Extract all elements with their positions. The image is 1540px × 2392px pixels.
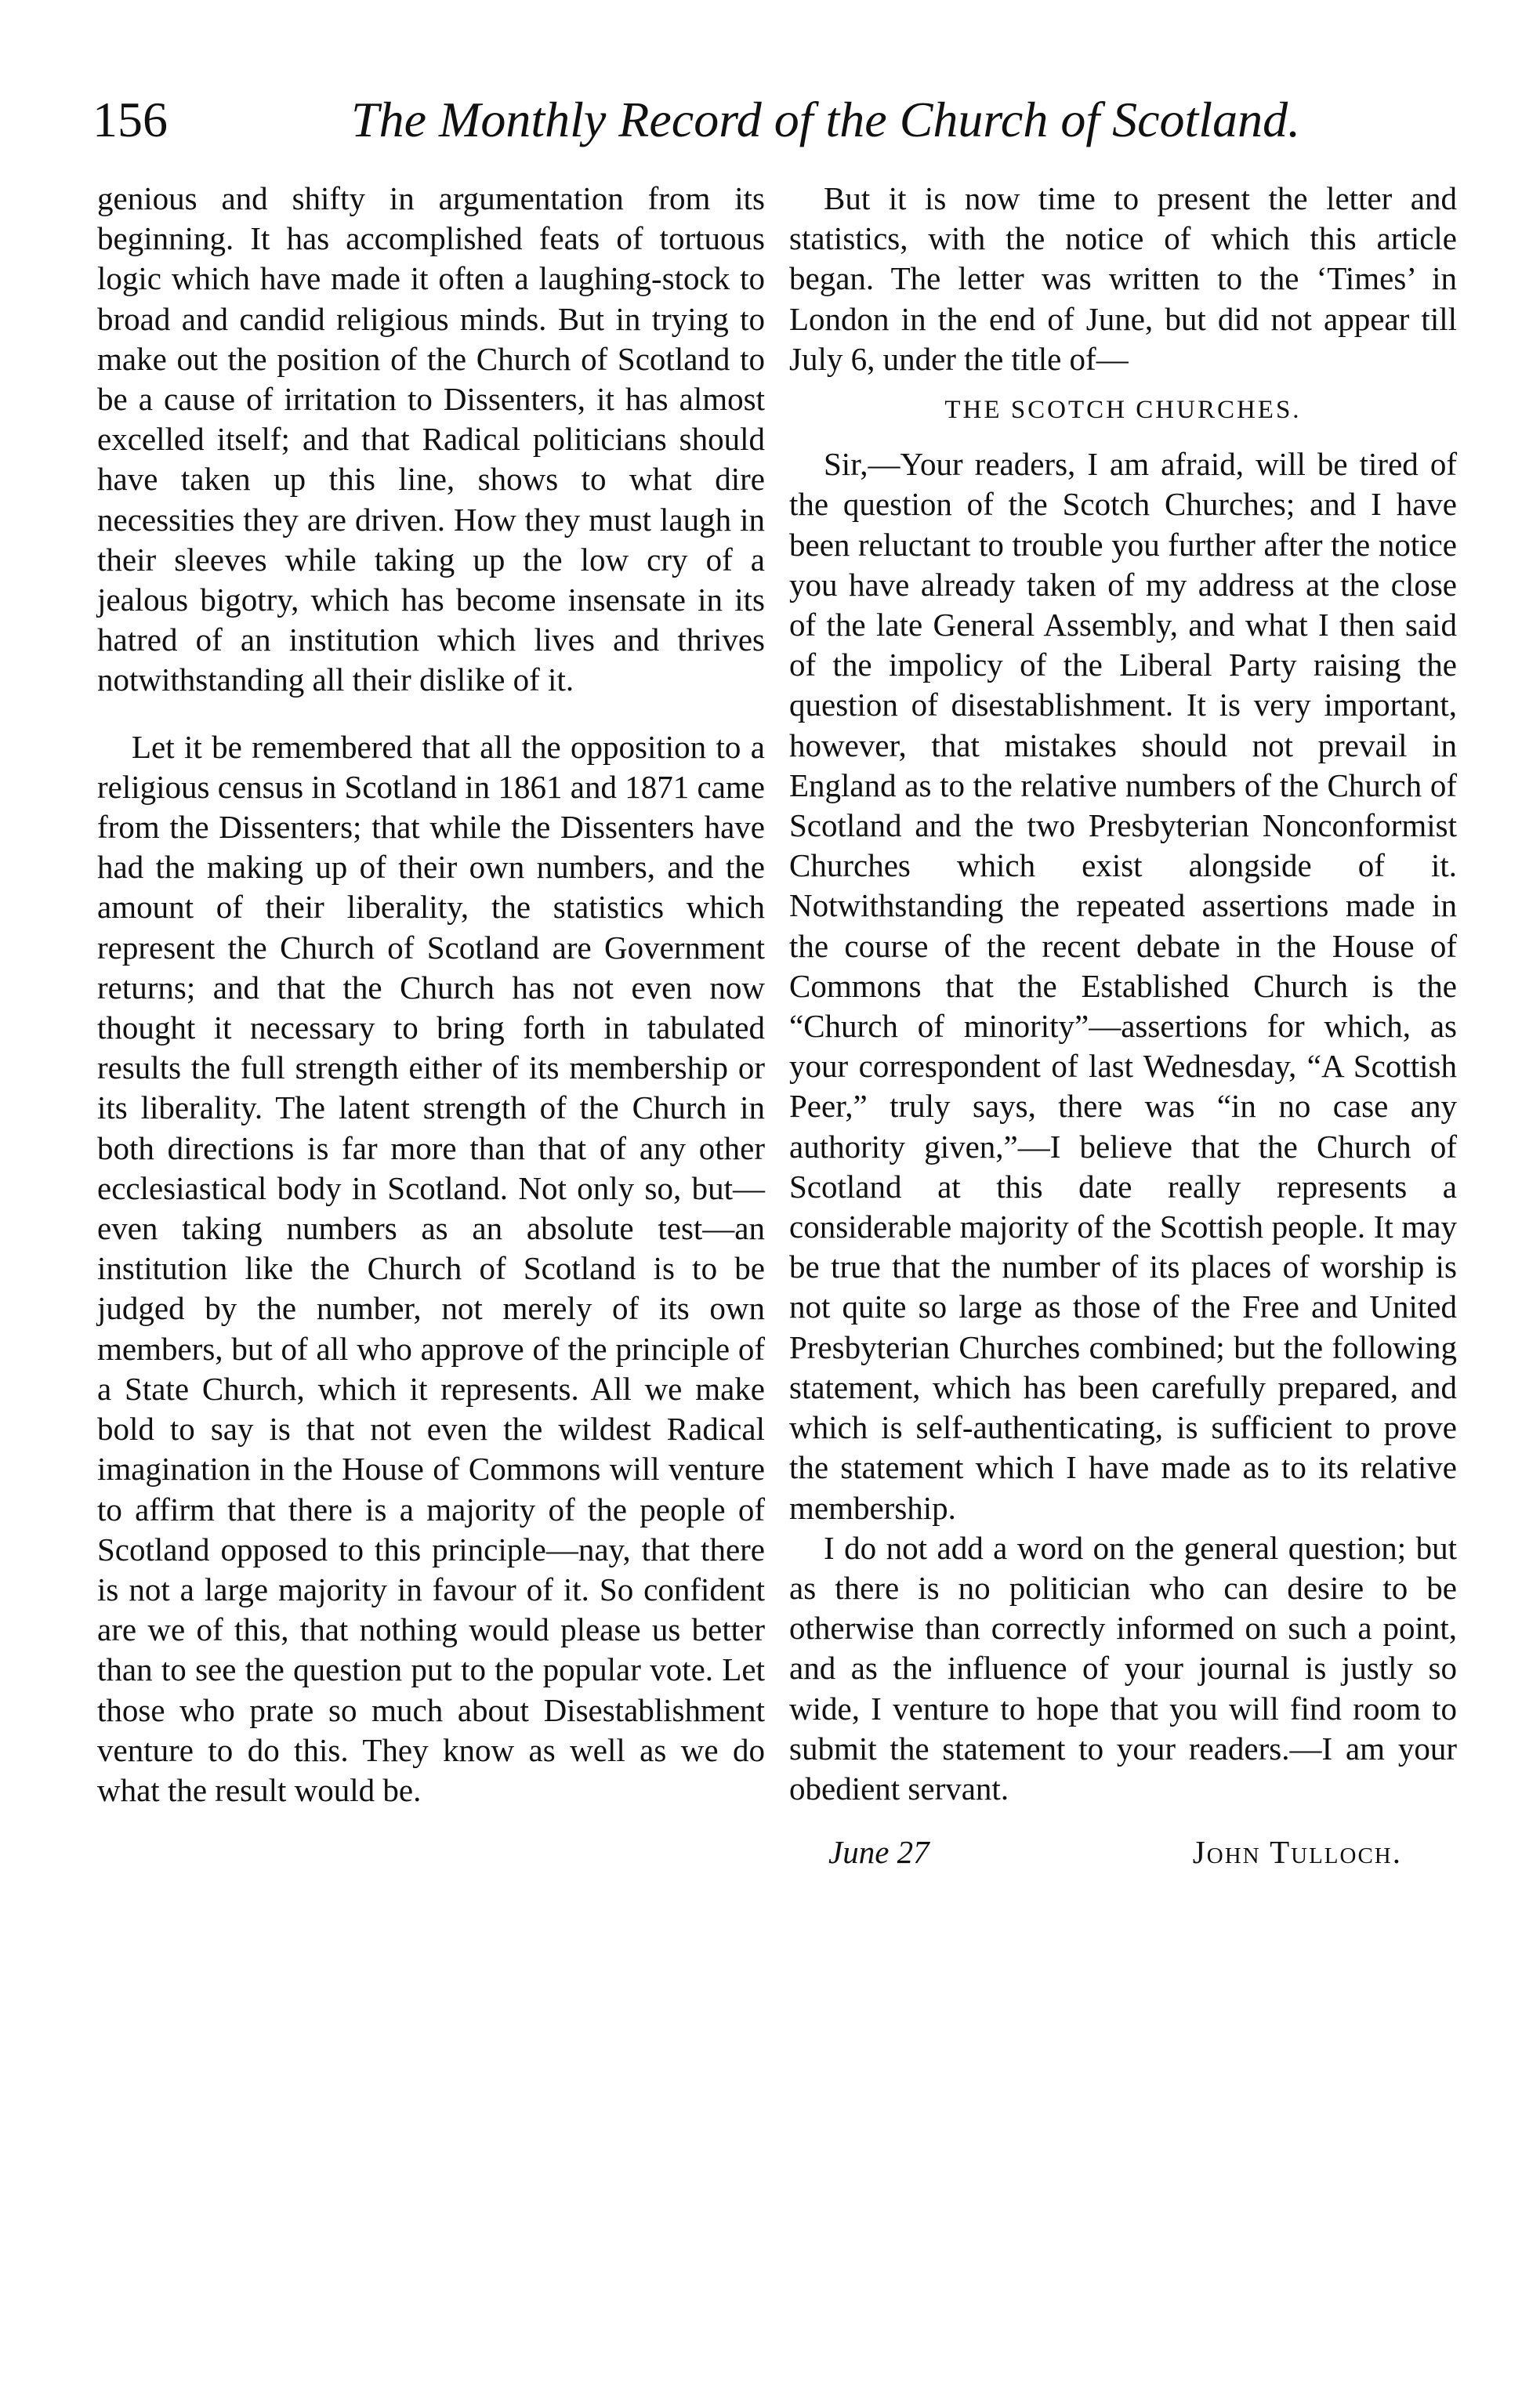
page-header [92, 85, 1440, 155]
signature-date: June 27 [828, 1834, 929, 1871]
intro-paragraph: But it is now time to present the letter and statistics, with the notice of which this article began. The letter was written to the ‘Times’ in London in the end of June, but did not appear till July 6, under the title of— [789, 180, 1457, 377]
letter-signature [789, 1832, 1457, 1872]
running-title: The Monthly Record of the Church of Scotland. [351, 92, 1301, 147]
page-number: 156 [92, 92, 168, 147]
right-column [789, 179, 1457, 1872]
census-paragraph: Let it be remembered that all the opposition to a religious census in Scotland in 1861 and 1871 came from the Dissenters; that while the Dissenters have had the making up of their own numbers, and the amount of their liberality, the statistics which represent the Church of Scotland are Government returns; and that the Church has not even now thought it necessary to bring forth in tabulated results the full strength either of its membership or its liberality. The latent strength of the Church in both directions is far more than that of any other ecclesiastical body in Scotland. Not only so, but—even taking numbers as an absolute test—an institution like the Church of Scotland is to be judged by the number, not merely of its own members, but of all who approve of the principle of a State Church, which it represents. All we make bold to say is that not even the wildest Radical imagination in the House of Commons will venture to affirm that there is a majority of the people of Scotland opposed to this principle—nay, that there is not a large majority in favour of it. So confident are we of this, that nothing would please us better than to see the question put to the popular vote. Let those who prate so much about Disestablishment venture to do this. They know as well as we do what the result would be. [97, 728, 765, 1808]
left-column [97, 179, 765, 1810]
letter-heading: THE SCOTCH CHURCHES. [944, 396, 1302, 425]
continued-paragraph: genious and shifty in argumentation from its beginning. It has accomplished feats of tortuous logic which have made it often a laughing-stock to broad and candid religious minds. But in trying to make out the position of the Church of Scotland to be a cause of irritation to Dissenters, it has almost excelled itself; and that Radical politicians should have taken up this line, shows to what dire necessities they are driven. How they must laugh in their sleeves while taking up the low cry of a jealous bigotry, which has become insensate in its hatred of an institution which lives and thrives notwithstanding all their dislike of it. [97, 180, 765, 698]
letter-paragraph: Sir,—Your readers, I am afraid, will be tired of the question of the Scotch Churches; and I have been reluctant to trouble you further after the notice you have already taken of my address at the close of the late General Assembly, and what I then said of the impolicy of the Liberal Party raising the question of disestablishment. It is very important, however, that mistakes should not prevail in England as to the relative numbers of the Church of Scotland and the two Presbyterian Nonconformist Churches which exist alongside of it. Notwithstanding the repeated assertions made in the course of the recent debate in the House of Commons that the Established Church is the “Church of minority”—assertions for which, as your correspondent of last Wednesday, “A Scottish Peer,” truly says, there was “in no case any authority given,”—I believe that the Church of Scotland at this date really represents a considerable majority of the Scottish people. It may be true that the number of its places of worship is not quite so large as those of the Free and United Presbyterian Churches combined; but the following statement, which has been carefully prepared, and which is self-authenticating, is sufficient to prove the statement which I have made as to its relative membership. [789, 446, 1457, 1526]
letter-closing-paragraph: I do not add a word on the general question; but as there is no politician who can desire to be otherwise than correctly informed on such a point, and as the influence of your journal is justly so wide, I venture to hope that you will find room to submit the statement to your readers.—I am your obedient servant. [789, 1529, 1457, 1807]
signature-name: John Tulloch. [1192, 1834, 1402, 1871]
